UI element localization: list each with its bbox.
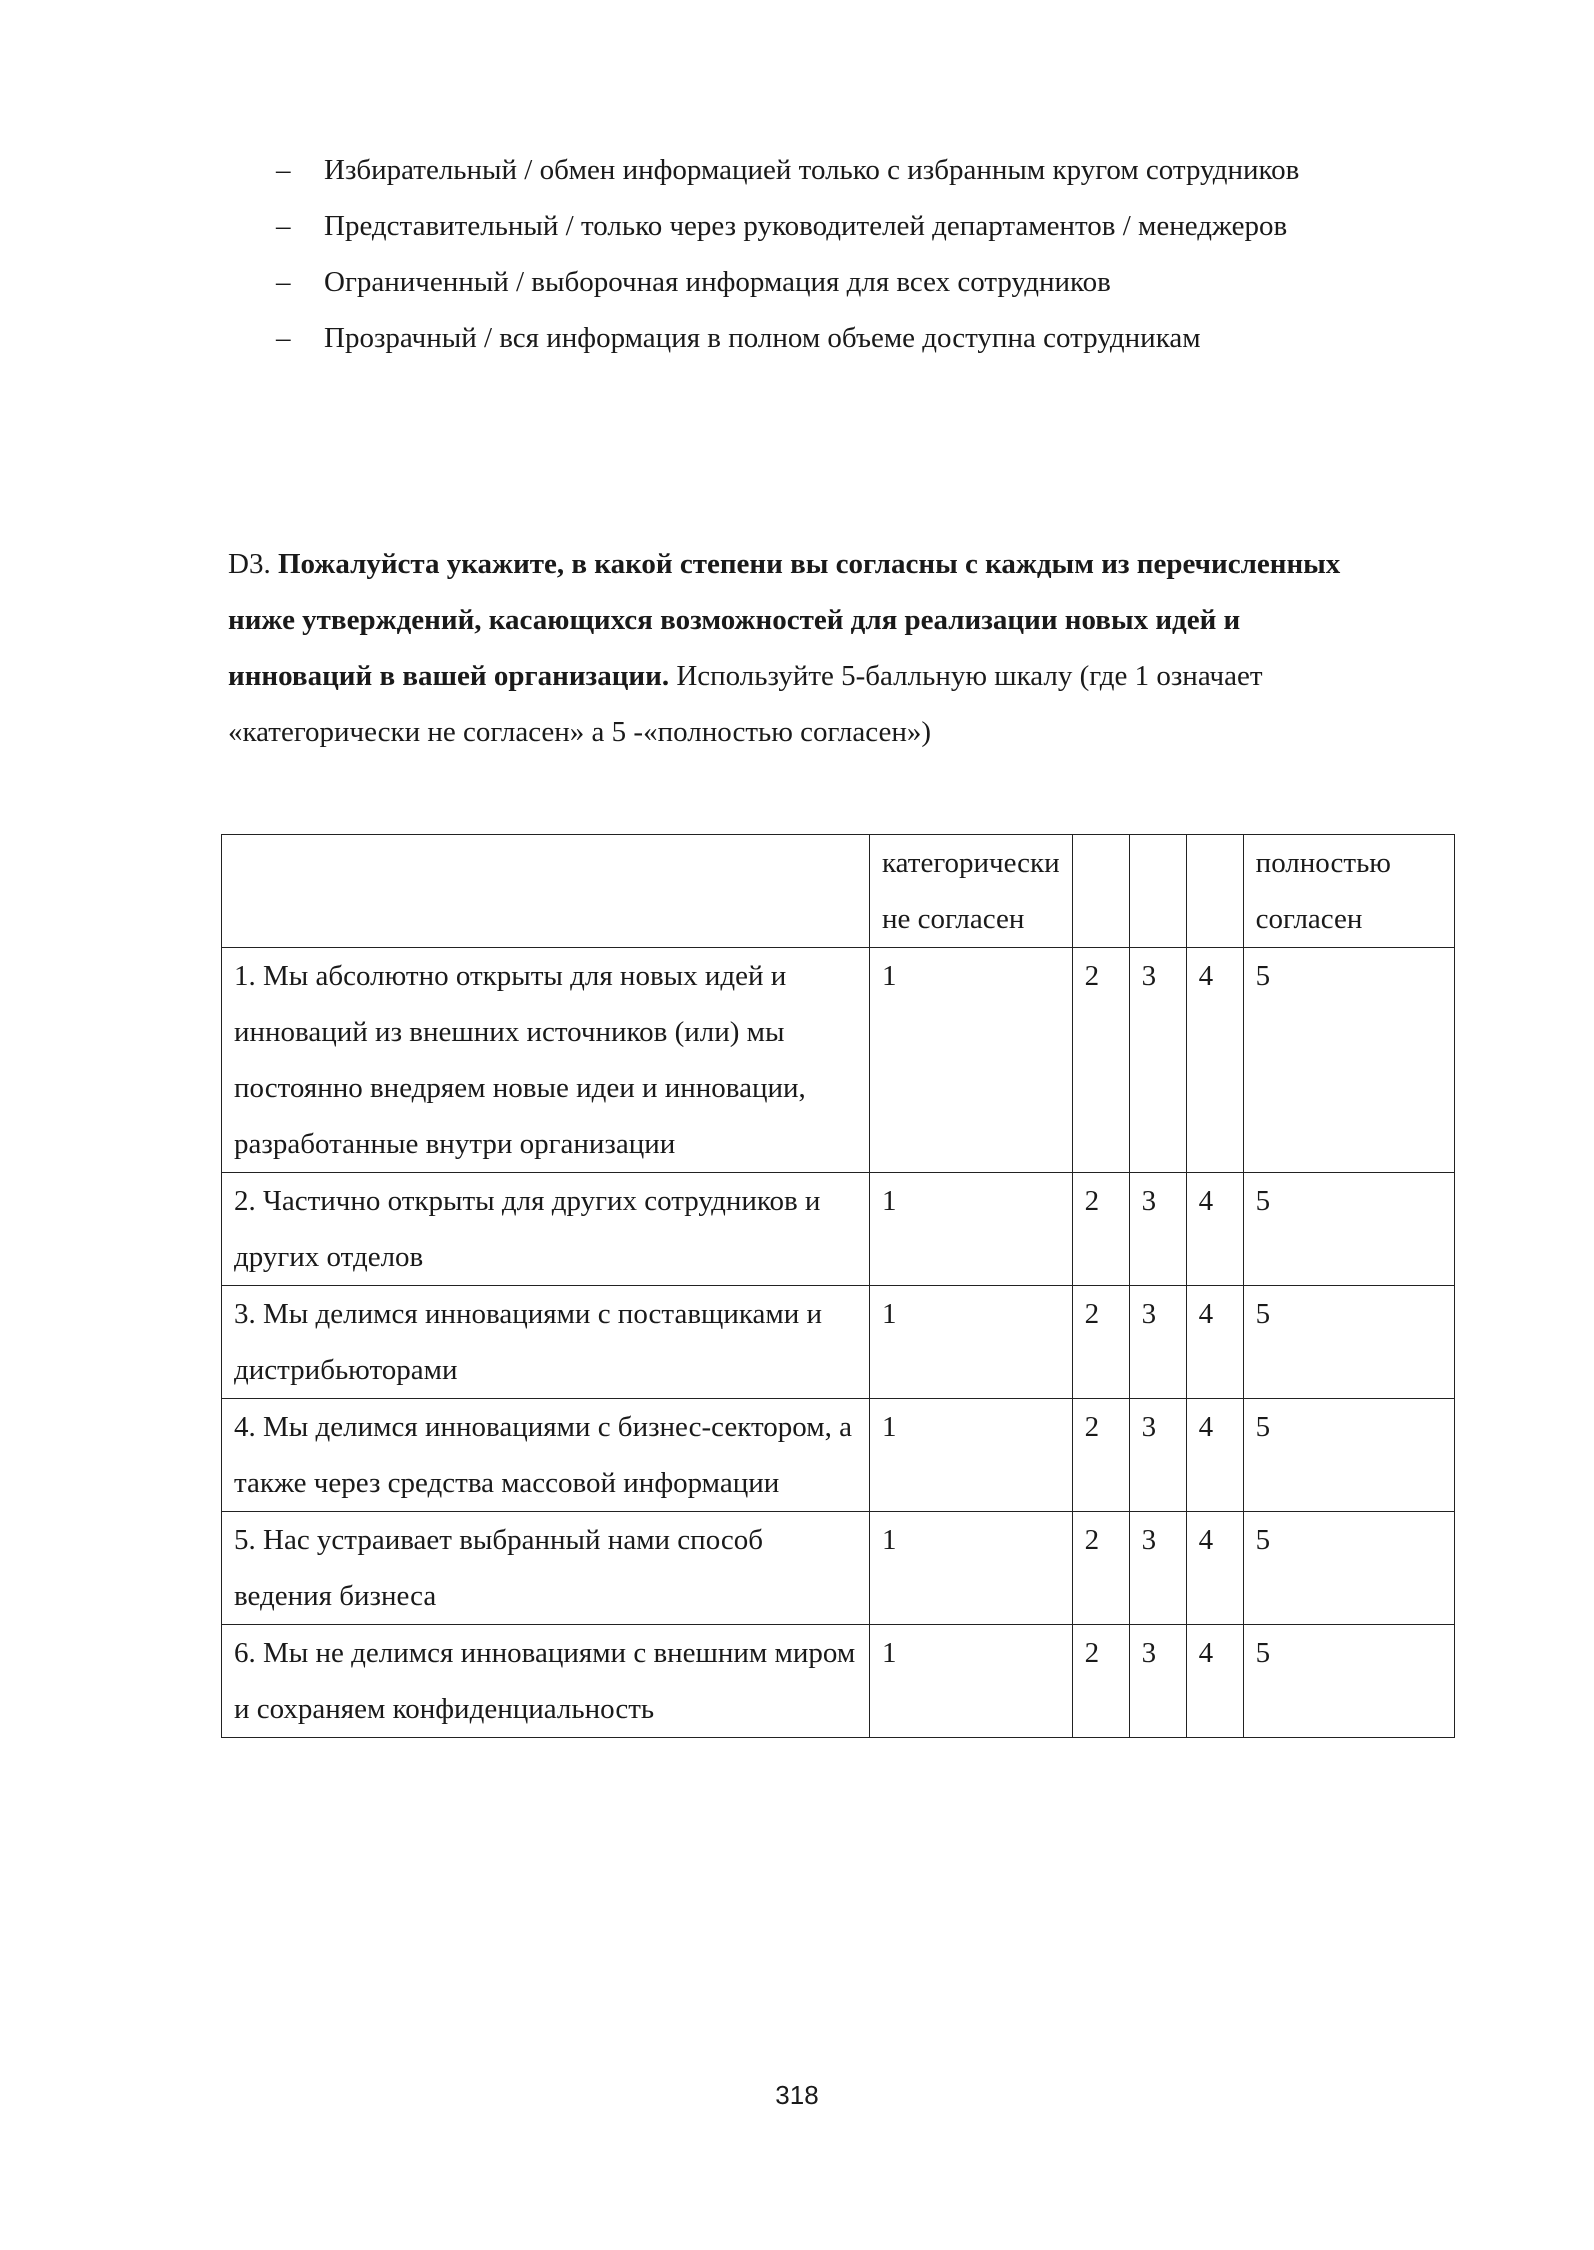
scale-cell-5: 5 xyxy=(1243,1625,1454,1738)
header-cell-4 xyxy=(1186,835,1243,948)
dash-marker: – xyxy=(276,322,291,354)
table-row xyxy=(222,1625,1455,1738)
statement-cell: 4. Мы делимся инновациями с бизнес-сектором, а также через средства массовой информации xyxy=(222,1399,870,1512)
scale-cell-1: 1 xyxy=(870,1286,1073,1399)
table-row xyxy=(222,1512,1455,1625)
scale-cell-5: 5 xyxy=(1243,1286,1454,1399)
scale-cell-3: 3 xyxy=(1129,1512,1186,1625)
table-row xyxy=(222,1399,1455,1512)
list-item-text: Избирательный / обмен информацией только с избранным кругом сотрудников xyxy=(324,154,1300,186)
scale-cell-3: 3 xyxy=(1129,1399,1186,1512)
list-item xyxy=(276,198,1356,254)
scale-cell-5: 5 xyxy=(1243,1173,1454,1286)
scale-cell-2: 2 xyxy=(1072,1286,1129,1399)
question-d3 xyxy=(228,536,1358,760)
statement-cell: 2. Частично открыты для других сотрудников и других отделов xyxy=(222,1173,870,1286)
scale-cell-2: 2 xyxy=(1072,948,1129,1173)
statement-cell: 1. Мы абсолютно открыты для новых идей и инноваций из внешних источников (или) мы постоянно внедряем новые идеи и инновации, разработанные внутри организации xyxy=(222,948,870,1173)
dash-marker: – xyxy=(276,266,291,298)
header-cell-3 xyxy=(1129,835,1186,948)
scale-cell-2: 2 xyxy=(1072,1512,1129,1625)
list-item xyxy=(276,254,1356,310)
header-cell-agree: полностью согласен xyxy=(1243,835,1454,948)
scale-cell-3: 3 xyxy=(1129,1173,1186,1286)
header-cell-2 xyxy=(1072,835,1129,948)
scale-cell-4: 4 xyxy=(1186,1399,1243,1512)
scale-cell-1: 1 xyxy=(870,1625,1073,1738)
list-item-text: Прозрачный / вся информация в полном объеме доступна сотрудникам xyxy=(324,322,1201,354)
scale-cell-3: 3 xyxy=(1129,1286,1186,1399)
option-list xyxy=(276,142,1356,366)
header-cell-disagree: категорически не согласен xyxy=(870,835,1073,948)
scale-cell-4: 4 xyxy=(1186,1512,1243,1625)
scale-cell-5: 5 xyxy=(1243,948,1454,1173)
question-instructions: Используйте 5-балльную шкалу (где 1 означает «категорически не согласен» а 5 -«полностью согласен») xyxy=(228,660,1263,748)
scale-cell-1: 1 xyxy=(870,948,1073,1173)
survey-table xyxy=(221,834,1455,1738)
scale-cell-3: 3 xyxy=(1129,948,1186,1173)
scale-cell-1: 1 xyxy=(870,1399,1073,1512)
scale-cell-4: 4 xyxy=(1186,1173,1243,1286)
statement-cell: 5. Нас устраивает выбранный нами способ ведения бизнеса xyxy=(222,1512,870,1625)
table-row xyxy=(222,1286,1455,1399)
scale-cell-2: 2 xyxy=(1072,1173,1129,1286)
statement-cell: 6. Мы не делимся инновациями с внешним миром и сохраняем конфиденциальность xyxy=(222,1625,870,1738)
scale-cell-2: 2 xyxy=(1072,1399,1129,1512)
question-bold-text: Пожалуйста укажите, в какой степени вы согласны с каждым из перечисленных ниже утверждений, касающихся возможностей для реализации новых идей и инноваций в вашей организации. xyxy=(228,548,1341,692)
list-item-text: Ограниченный / выборочная информация для всех сотрудников xyxy=(324,266,1111,298)
scale-cell-4: 4 xyxy=(1186,948,1243,1173)
scale-cell-3: 3 xyxy=(1129,1625,1186,1738)
scale-cell-2: 2 xyxy=(1072,1625,1129,1738)
table-row xyxy=(222,1173,1455,1286)
scale-cell-1: 1 xyxy=(870,1173,1073,1286)
dash-marker: – xyxy=(276,154,291,186)
statement-cell: 3. Мы делимся инновациями с поставщиками и дистрибьюторами xyxy=(222,1286,870,1399)
header-cell-statement xyxy=(222,835,870,948)
question-code: D3. xyxy=(228,548,278,580)
dash-marker: – xyxy=(276,210,291,242)
list-item xyxy=(276,142,1356,198)
scale-cell-4: 4 xyxy=(1186,1286,1243,1399)
list-item-text: Представительный / только через руководителей департаментов / менеджеров xyxy=(324,210,1288,242)
table-row xyxy=(222,948,1455,1173)
table-header-row xyxy=(222,835,1455,948)
scale-cell-5: 5 xyxy=(1243,1512,1454,1625)
scale-cell-5: 5 xyxy=(1243,1399,1454,1512)
page-number: 318 xyxy=(775,2080,819,2110)
scale-cell-1: 1 xyxy=(870,1512,1073,1625)
list-item xyxy=(276,310,1356,366)
scale-cell-4: 4 xyxy=(1186,1625,1243,1738)
